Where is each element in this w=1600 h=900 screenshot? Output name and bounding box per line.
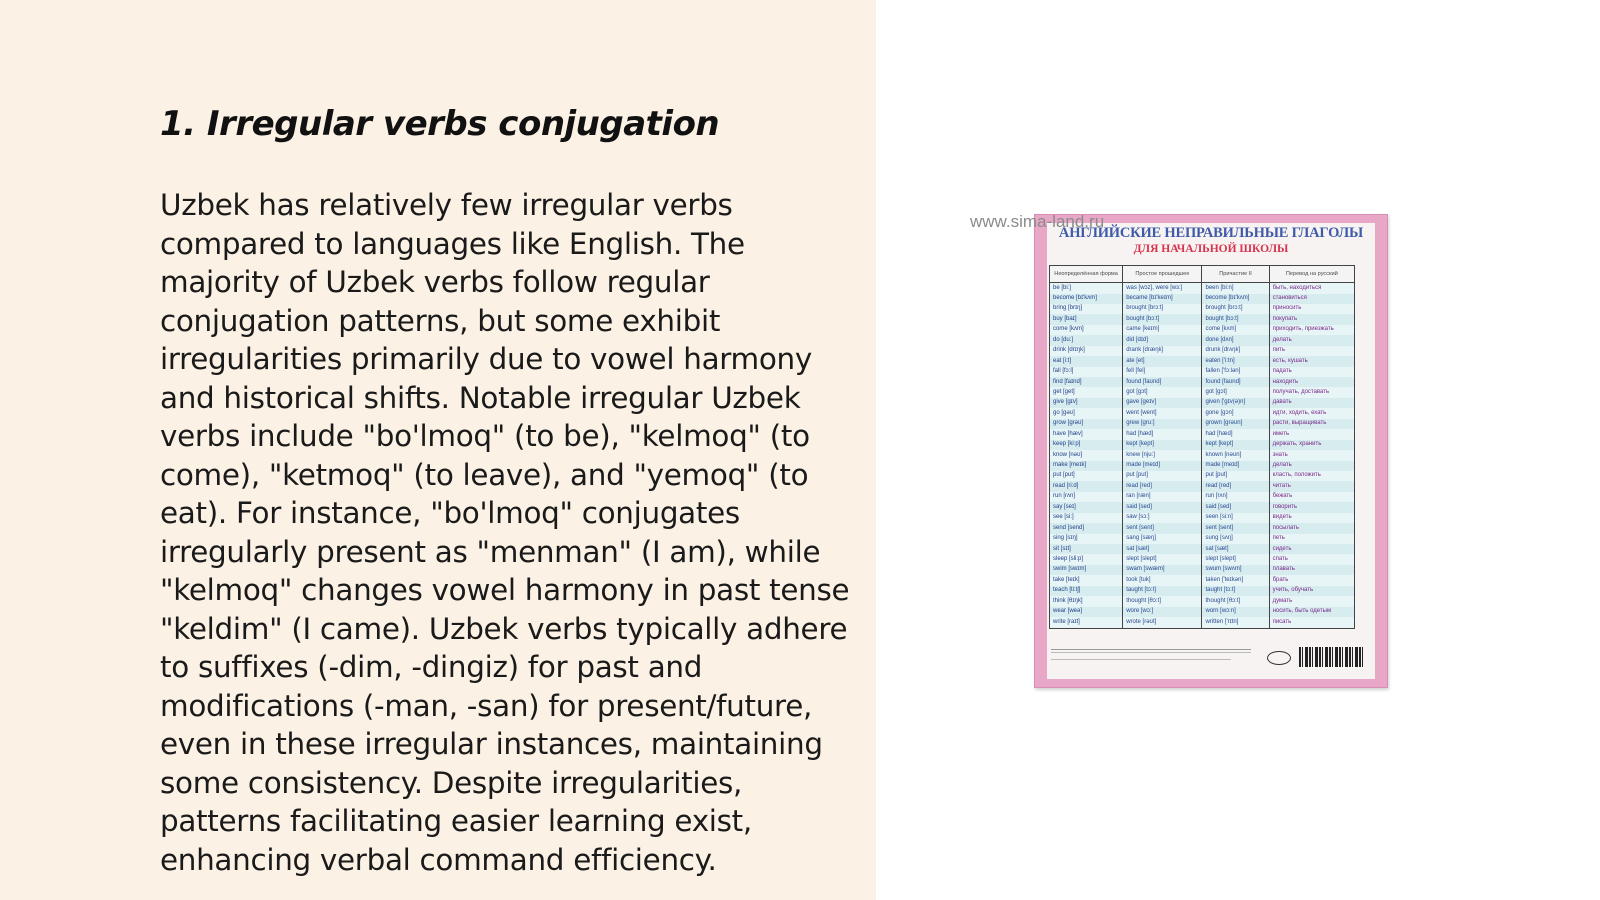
table-cell: taught [tɔ:t] bbox=[1202, 586, 1269, 596]
table-cell: do [du:] bbox=[1050, 335, 1123, 345]
table-cell: thought [θɔ:t] bbox=[1123, 596, 1202, 606]
table-header-cell: Причастие II bbox=[1202, 266, 1269, 283]
table-cell: wore [wɔ:] bbox=[1123, 607, 1202, 617]
table-row bbox=[1050, 513, 1355, 523]
table-cell: становиться bbox=[1269, 294, 1354, 304]
table-cell: put [put] bbox=[1202, 471, 1269, 481]
table-cell: пить bbox=[1269, 346, 1354, 356]
table-row bbox=[1050, 461, 1355, 471]
table-cell: fall [fɔ:l] bbox=[1050, 367, 1123, 377]
table-cell: учить, обучать bbox=[1269, 586, 1354, 596]
table-cell: put [put] bbox=[1123, 471, 1202, 481]
table-cell: given ['gɪv(ə)n] bbox=[1202, 398, 1269, 408]
table-cell: grew [gru:] bbox=[1123, 419, 1202, 429]
table-cell: find [faɪnd] bbox=[1050, 377, 1123, 387]
table-row bbox=[1050, 607, 1355, 617]
table-cell: плавать bbox=[1269, 565, 1354, 575]
table-cell: drunk [drʌŋk] bbox=[1202, 346, 1269, 356]
table-row bbox=[1050, 450, 1355, 460]
table-row bbox=[1050, 398, 1355, 408]
table-cell: gave [geɪv] bbox=[1123, 398, 1202, 408]
table-cell: run [rʌn] bbox=[1050, 492, 1123, 502]
table-cell: находить bbox=[1269, 377, 1354, 387]
poster-footer bbox=[1051, 645, 1369, 673]
table-cell: think [θɪŋk] bbox=[1050, 596, 1123, 606]
table-cell: иметь bbox=[1269, 429, 1354, 439]
table-cell: said [sed] bbox=[1202, 502, 1269, 512]
table-cell: приходить, приезжать bbox=[1269, 325, 1354, 335]
table-cell: есть, кушать bbox=[1269, 356, 1354, 366]
table-cell: send [send] bbox=[1050, 523, 1123, 533]
table-row bbox=[1050, 294, 1355, 304]
slide-body-text: Uzbek has relatively few irregular verbs compared to languages like English. The majority of Uzbek verbs follow regular conjugation patterns, but some exhibit irregularities primarily due to vowel harmony and historical shifts. Notable irregular Uzbek verbs include "bo'lmoq" (to be), "kelmoq" (to come), "ketmoq" (to leave), and "yemoq" (to eat). For instance, "bo'lmoq" conjugates irregularly present as "menman" (I am), while "kelmoq" changes vowel harmony in past tense "keldim" (I came). Uzbek verbs typically adhere to suffixes (-dim, -dingiz) for past and modifications (-man, -san) for present/future, even in these irregular instances, maintaining some consistency. Despite irregularities, patterns facilitating easier learning exist, enhancing verbal command efficiency. bbox=[160, 188, 850, 877]
table-cell: went [went] bbox=[1123, 408, 1202, 418]
table-cell: видеть bbox=[1269, 513, 1354, 523]
table-cell: sung [sʌŋ] bbox=[1202, 534, 1269, 544]
table-cell: see [si:] bbox=[1050, 513, 1123, 523]
footer-rule bbox=[1051, 649, 1251, 653]
table-header-row bbox=[1050, 266, 1355, 283]
poster-title: АНГЛИЙСКИЕ НЕПРАВИЛЬНЫЕ ГЛАГОЛЫ bbox=[1058, 225, 1364, 241]
table-cell: did [dɪd] bbox=[1123, 335, 1202, 345]
table-cell: been [bi:n] bbox=[1202, 283, 1269, 294]
table-cell: sit [sɪt] bbox=[1050, 544, 1123, 554]
table-row bbox=[1050, 346, 1355, 356]
table-row bbox=[1050, 471, 1355, 481]
table-cell: расти, выращивать bbox=[1269, 419, 1354, 429]
slide-title: 1. Irregular verbs conjugation bbox=[160, 104, 720, 144]
table-header-cell: Простое прошедшее bbox=[1123, 266, 1202, 283]
table-cell: got [gɔt] bbox=[1123, 387, 1202, 397]
publisher-logo-icon bbox=[1267, 651, 1291, 665]
table-cell: держать, хранить bbox=[1269, 440, 1354, 450]
table-cell: worn [wɔ:n] bbox=[1202, 607, 1269, 617]
table-cell: came [keɪm] bbox=[1123, 325, 1202, 335]
table-cell: падать bbox=[1269, 367, 1354, 377]
table-row bbox=[1050, 429, 1355, 439]
table-row bbox=[1050, 440, 1355, 450]
table-row bbox=[1050, 575, 1355, 585]
table-cell: sat [sæt] bbox=[1123, 544, 1202, 554]
table-row bbox=[1050, 565, 1355, 575]
table-cell: brought [brɔ:t] bbox=[1123, 304, 1202, 314]
table-cell: saw [sɔ:] bbox=[1123, 513, 1202, 523]
table-cell: sat [sæt] bbox=[1202, 544, 1269, 554]
table-cell: быть, находиться bbox=[1269, 283, 1354, 294]
table-cell: know [nəʊ] bbox=[1050, 450, 1123, 460]
table-row bbox=[1050, 534, 1355, 544]
table-row bbox=[1050, 481, 1355, 491]
table-cell: done [dʌn] bbox=[1202, 335, 1269, 345]
table-cell: идти, ходить, ехать bbox=[1269, 408, 1354, 418]
table-cell: думать bbox=[1269, 596, 1354, 606]
table-row bbox=[1050, 419, 1355, 429]
table-cell: делать bbox=[1269, 335, 1354, 345]
table-cell: read [ri:d] bbox=[1050, 481, 1123, 491]
table-row bbox=[1050, 502, 1355, 512]
table-row bbox=[1050, 314, 1355, 324]
table-cell: go [gəʊ] bbox=[1050, 408, 1123, 418]
table-cell: fallen ['fɔ:lən] bbox=[1202, 367, 1269, 377]
table-cell: бежать bbox=[1269, 492, 1354, 502]
poster-inner bbox=[1047, 223, 1375, 679]
table-cell: slept [slept] bbox=[1123, 554, 1202, 564]
table-cell: grown [grəʊn] bbox=[1202, 419, 1269, 429]
table-cell: had [hæd] bbox=[1202, 429, 1269, 439]
table-cell: teach [ti:tʃ] bbox=[1050, 586, 1123, 596]
table-row bbox=[1050, 283, 1355, 294]
table-row bbox=[1050, 523, 1355, 533]
table-cell: sang [sæŋ] bbox=[1123, 534, 1202, 544]
table-cell: have [hæv] bbox=[1050, 429, 1123, 439]
table-cell: приносить bbox=[1269, 304, 1354, 314]
table-cell: made [meɪd] bbox=[1202, 461, 1269, 471]
table-cell: swum [swʌm] bbox=[1202, 565, 1269, 575]
table-cell: said [sed] bbox=[1123, 502, 1202, 512]
table-row bbox=[1050, 492, 1355, 502]
table-cell: known [nəʊn] bbox=[1202, 450, 1269, 460]
table-cell: be [bi:] bbox=[1050, 283, 1123, 294]
table-cell: bought [bɔ:t] bbox=[1202, 314, 1269, 324]
table-cell: become [bɪ'kʌm] bbox=[1202, 294, 1269, 304]
table-cell: swim [swɪm] bbox=[1050, 565, 1123, 575]
table-cell: wear [weə] bbox=[1050, 607, 1123, 617]
table-cell: swam [swæm] bbox=[1123, 565, 1202, 575]
table-cell: bought [bɔ:t] bbox=[1123, 314, 1202, 324]
table-cell: come [kʌm] bbox=[1050, 325, 1123, 335]
table-cell: become [bɪ'kʌm] bbox=[1050, 294, 1123, 304]
table-cell: сидеть bbox=[1269, 544, 1354, 554]
table-cell: knew [nju:] bbox=[1123, 450, 1202, 460]
table-cell: sleep [sli:p] bbox=[1050, 554, 1123, 564]
table-cell: kept [kept] bbox=[1123, 440, 1202, 450]
table-cell: make [meɪk] bbox=[1050, 461, 1123, 471]
table-cell: was [wɔz], were [wɜ:] bbox=[1123, 283, 1202, 294]
table-cell: fell [fel] bbox=[1123, 367, 1202, 377]
irregular-verbs-poster-image bbox=[1034, 214, 1388, 688]
table-cell: found [faʊnd] bbox=[1202, 377, 1269, 387]
table-cell: taught [tɔ:t] bbox=[1123, 586, 1202, 596]
table-row bbox=[1050, 367, 1355, 377]
table-row bbox=[1050, 617, 1355, 628]
poster-subtitle: ДЛЯ НАЧАЛЬНОЙ ШКОЛЫ bbox=[1133, 243, 1289, 255]
table-cell: давать bbox=[1269, 398, 1354, 408]
table-row bbox=[1050, 387, 1355, 397]
table-cell: спать bbox=[1269, 554, 1354, 564]
table-header-cell: Неопределённая форма bbox=[1050, 266, 1123, 283]
table-cell: делать bbox=[1269, 461, 1354, 471]
table-cell: sing [sɪŋ] bbox=[1050, 534, 1123, 544]
table-cell: read [red] bbox=[1202, 481, 1269, 491]
table-row bbox=[1050, 377, 1355, 387]
table-cell: slept [slept] bbox=[1202, 554, 1269, 564]
table-cell: говорить bbox=[1269, 502, 1354, 512]
table-cell: drank [dræŋk] bbox=[1123, 346, 1202, 356]
table-cell: say [seɪ] bbox=[1050, 502, 1123, 512]
table-cell: buy [baɪ] bbox=[1050, 314, 1123, 324]
table-cell: taken ['teɪkən] bbox=[1202, 575, 1269, 585]
table-cell: keep [ki:p] bbox=[1050, 440, 1123, 450]
table-header-cell: Перевод на русский bbox=[1269, 266, 1354, 283]
table-cell: get [get] bbox=[1050, 387, 1123, 397]
table-row bbox=[1050, 304, 1355, 314]
table-cell: покупать bbox=[1269, 314, 1354, 324]
table-cell: grow [grəʊ] bbox=[1050, 419, 1123, 429]
footer-rule bbox=[1051, 659, 1231, 660]
table-cell: писать bbox=[1269, 617, 1354, 628]
table-body bbox=[1050, 283, 1355, 629]
table-cell: брать bbox=[1269, 575, 1354, 585]
table-cell: write [raɪt] bbox=[1050, 617, 1123, 628]
table-cell: sent [sent] bbox=[1123, 523, 1202, 533]
table-cell: носить, быть одетым bbox=[1269, 607, 1354, 617]
table-row bbox=[1050, 325, 1355, 335]
table-cell: take [teɪk] bbox=[1050, 575, 1123, 585]
verbs-table bbox=[1049, 265, 1355, 629]
table-cell: eat [i:t] bbox=[1050, 356, 1123, 366]
table-row bbox=[1050, 408, 1355, 418]
table-row bbox=[1050, 554, 1355, 564]
table-cell: посылать bbox=[1269, 523, 1354, 533]
table-cell: give [gɪv] bbox=[1050, 398, 1123, 408]
table-row bbox=[1050, 544, 1355, 554]
table-cell: brought [brɔ:t] bbox=[1202, 304, 1269, 314]
table-cell: found [faʊnd] bbox=[1123, 377, 1202, 387]
table-cell: thought [θɔ:t] bbox=[1202, 596, 1269, 606]
table-cell: kept [kept] bbox=[1202, 440, 1269, 450]
table-cell: put [put] bbox=[1050, 471, 1123, 481]
table-row bbox=[1050, 356, 1355, 366]
table-cell: written ['rɪtn] bbox=[1202, 617, 1269, 628]
table-row bbox=[1050, 596, 1355, 606]
table-cell: петь bbox=[1269, 534, 1354, 544]
barcode-icon bbox=[1299, 647, 1365, 667]
table-cell: получать, доставать bbox=[1269, 387, 1354, 397]
table-cell: знать bbox=[1269, 450, 1354, 460]
table-cell: got [gɔt] bbox=[1202, 387, 1269, 397]
table-cell: ran [ræn] bbox=[1123, 492, 1202, 502]
table-cell: gone [gɔn] bbox=[1202, 408, 1269, 418]
table-cell: became [bɪ'keɪm] bbox=[1123, 294, 1202, 304]
table-cell: drink [drɪŋk] bbox=[1050, 346, 1123, 356]
table-cell: run [rʌn] bbox=[1202, 492, 1269, 502]
table-cell: читать bbox=[1269, 481, 1354, 491]
table-cell: bring [brɪŋ] bbox=[1050, 304, 1123, 314]
table-cell: класть, положить bbox=[1269, 471, 1354, 481]
table-cell: took [tuk] bbox=[1123, 575, 1202, 585]
table-row bbox=[1050, 586, 1355, 596]
table-cell: sent [sent] bbox=[1202, 523, 1269, 533]
table-cell: come [kʌm] bbox=[1202, 325, 1269, 335]
table-cell: had [hæd] bbox=[1123, 429, 1202, 439]
table-row bbox=[1050, 335, 1355, 345]
table-cell: read [red] bbox=[1123, 481, 1202, 491]
table-cell: made [meɪd] bbox=[1123, 461, 1202, 471]
table-cell: seen [si:n] bbox=[1202, 513, 1269, 523]
table-cell: wrote [rəʊt] bbox=[1123, 617, 1202, 628]
image-watermark: www.sima-land.ru bbox=[970, 212, 1105, 231]
table-cell: eaten ['i:tn] bbox=[1202, 356, 1269, 366]
table-cell: ate [et] bbox=[1123, 356, 1202, 366]
